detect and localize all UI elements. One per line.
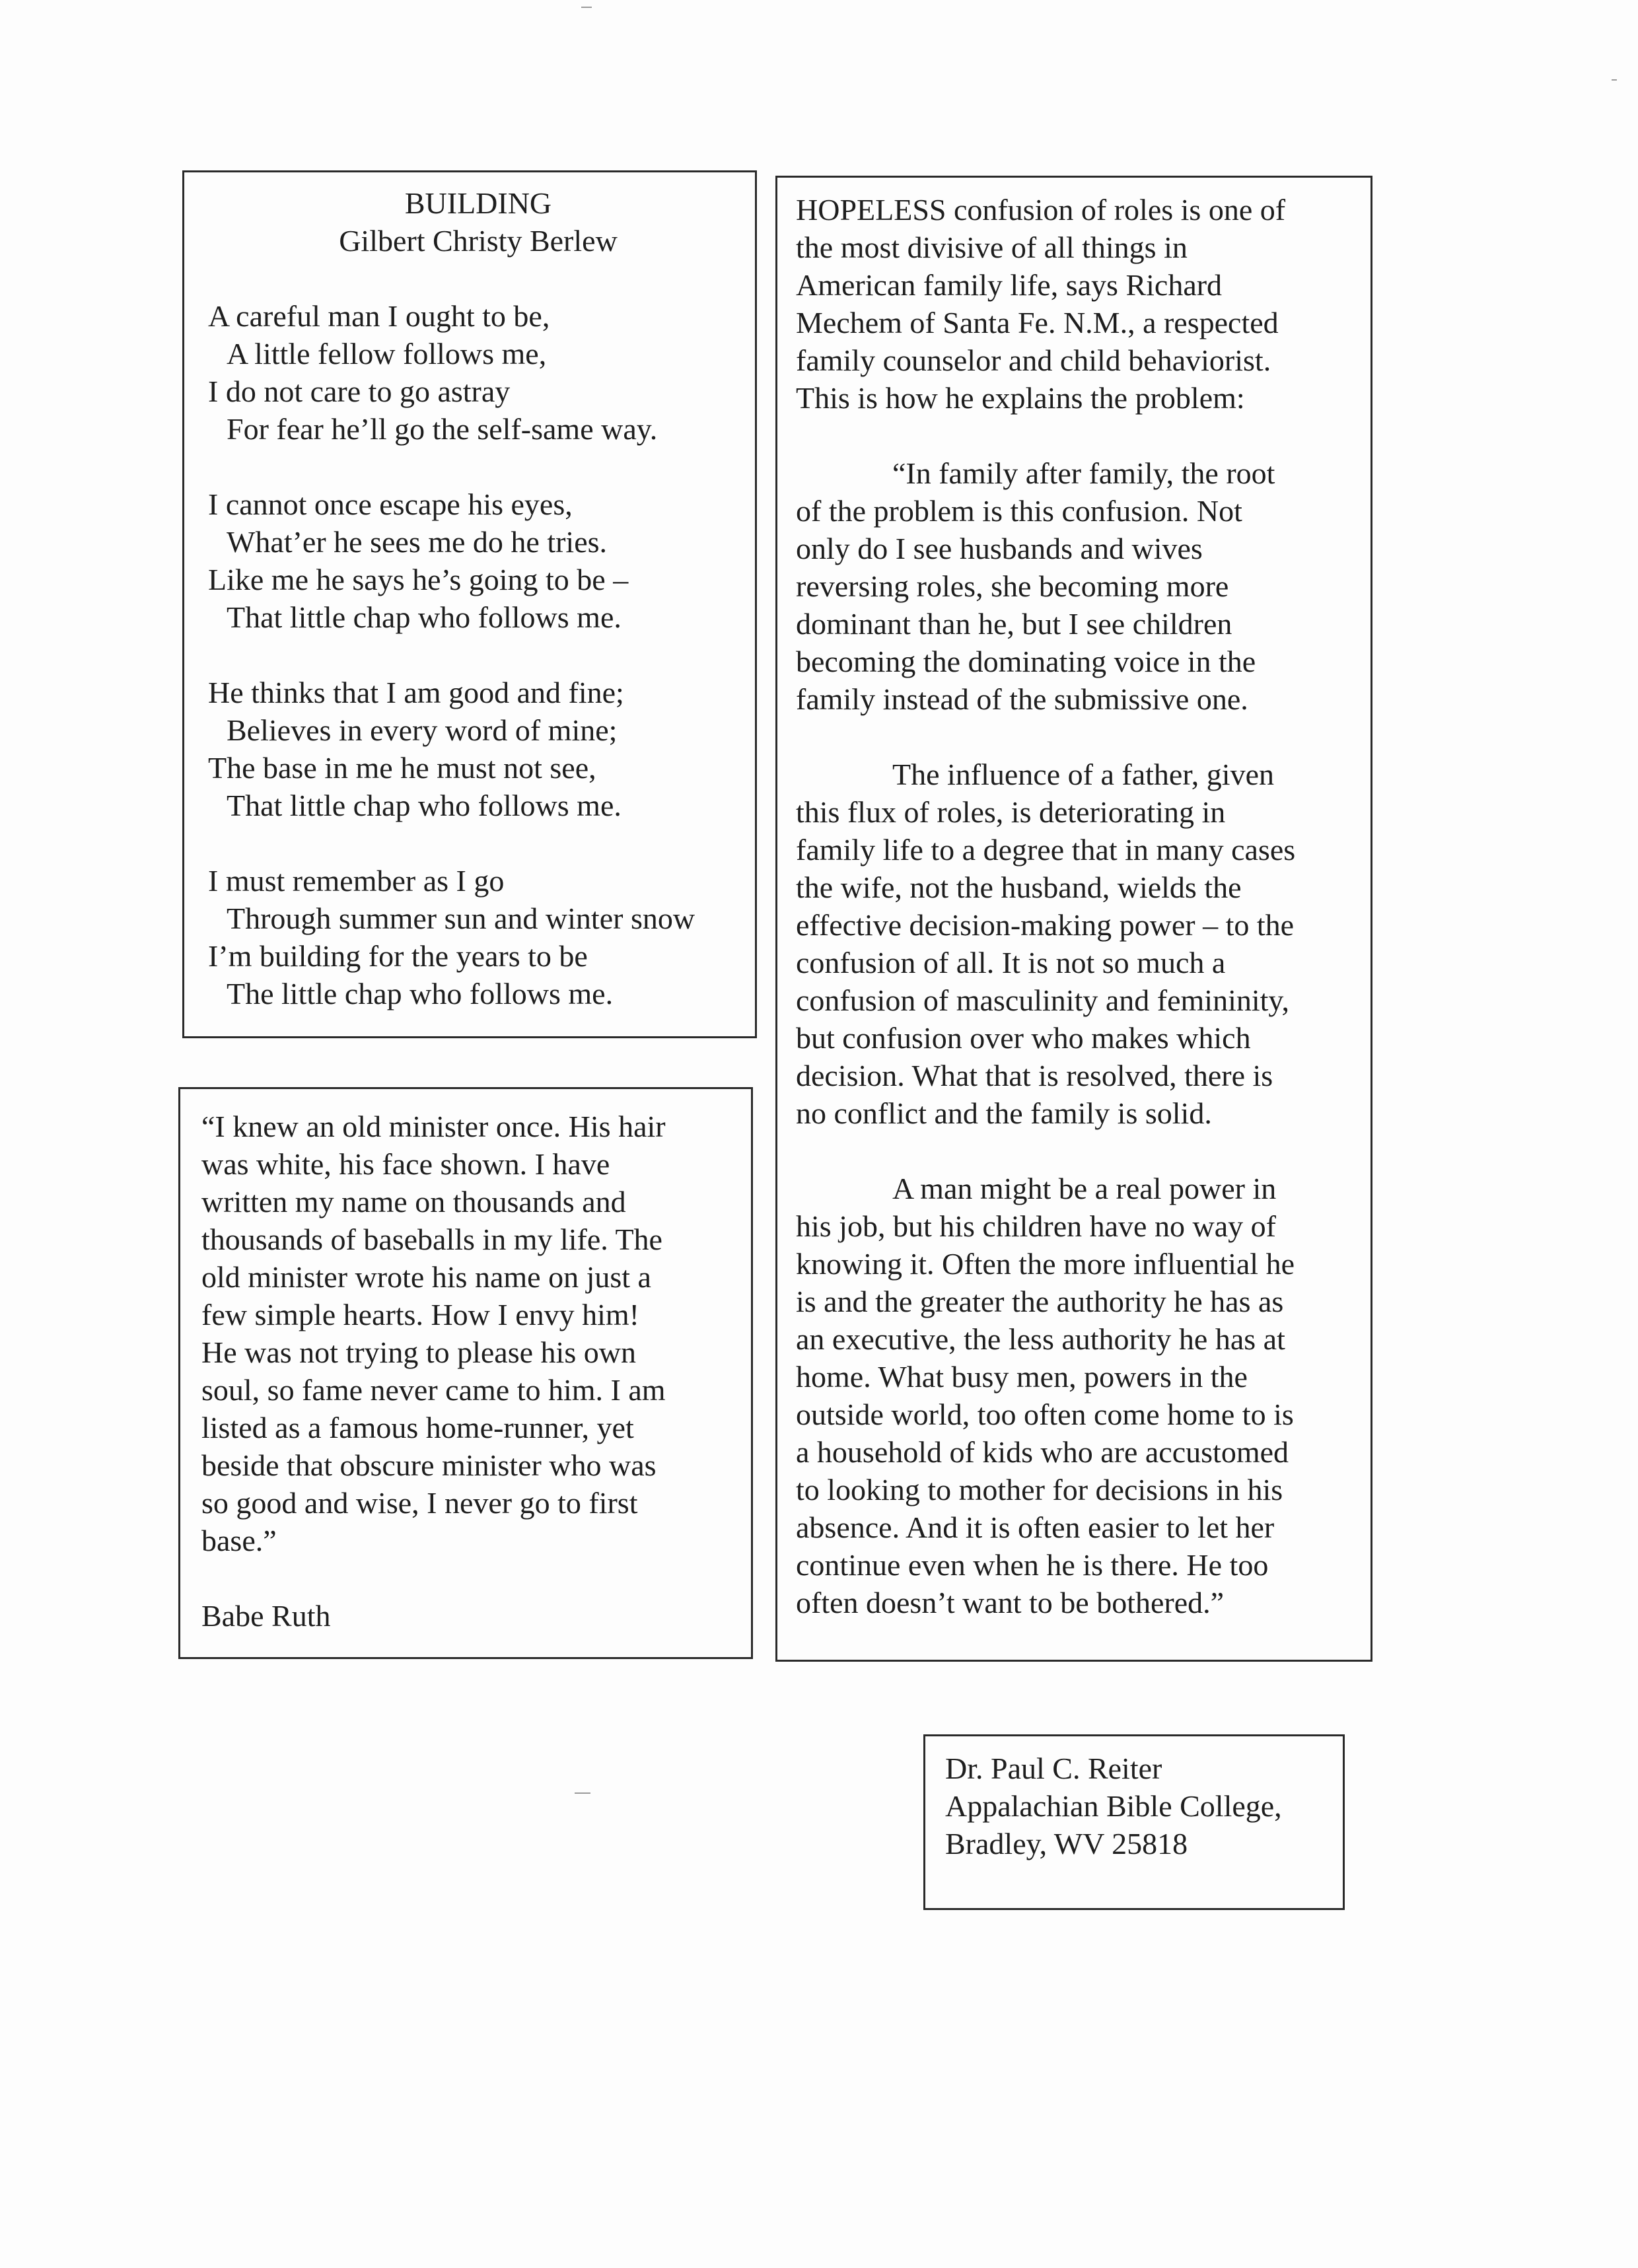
poem-line: I do not care to go astray [208, 374, 511, 408]
poem-line: Through summer sun and winter snow [227, 902, 695, 935]
author-institution: Appalachian Bible College, [945, 1789, 1282, 1823]
poem-line: That little chap who follows me. [227, 600, 622, 634]
quote-line: He was not trying to please his own [201, 1335, 636, 1369]
poem-line: I cannot once escape his eyes, [208, 487, 573, 521]
author-address-box [923, 1734, 1345, 1910]
poem-line: Like me he says he’s going to be – [208, 563, 629, 596]
article-line: a household of kids who are accustomed [796, 1435, 1289, 1469]
article-line: outside world, too often come home to is [796, 1398, 1294, 1431]
article-line: “In family after family, the root [892, 456, 1275, 490]
article-line: to looking to mother for decisions in his [796, 1473, 1283, 1506]
quote-line: thousands of baseballs in my life. The [201, 1223, 662, 1256]
article-line: family instead of the submissive one. [796, 682, 1248, 716]
quote-line: base.” [201, 1524, 277, 1557]
poem-author: Gilbert Christy Berlew [339, 224, 618, 258]
article-box [775, 176, 1372, 1662]
poem-box [182, 170, 757, 1038]
quote-line: beside that obscure minister who was [201, 1448, 657, 1482]
article-line: only do I see husbands and wives [796, 532, 1203, 565]
article-line: continue even when he is there. He too [796, 1548, 1269, 1582]
quote-line: soul, so fame never came to him. I am [201, 1373, 666, 1407]
scan-speck [575, 1792, 590, 1794]
article-line: confusion of masculinity and femininity, [796, 983, 1289, 1017]
poem-line: Believes in every word of mine; [227, 713, 618, 747]
poem-line: That little chap who follows me. [227, 789, 622, 822]
poem-line: What’er he sees me do he tries. [227, 525, 608, 559]
quote-attribution: Babe Ruth [201, 1599, 331, 1633]
poem-line: For fear he’ll go the self-same way. [227, 412, 658, 446]
poem-line: He thinks that I am good and fine; [208, 676, 624, 709]
article-line: effective decision-making power – to the [796, 908, 1295, 942]
article-line: but confusion over who makes which [796, 1021, 1251, 1055]
article-line: the wife, not the husband, wields the [796, 870, 1242, 904]
poem-line: The little chap who follows me. [227, 977, 614, 1010]
article-line: often doesn’t want to be bothered.” [796, 1586, 1225, 1619]
article-line: this flux of roles, is deteriorating in [796, 795, 1226, 829]
article-line: an executive, the less authority he has at [796, 1322, 1285, 1356]
quote-line: was white, his face shown. I have [201, 1147, 610, 1181]
article-line: becoming the dominating voice in the [796, 645, 1256, 678]
article-line: absence. And it is often easier to let her [796, 1510, 1275, 1544]
article-line: family counselor and child behaviorist. [796, 343, 1271, 377]
article-line: HOPELESS confusion of roles is one of [796, 193, 1286, 227]
article-line: no conflict and the family is solid. [796, 1096, 1212, 1130]
poem-title: BUILDING [404, 186, 552, 220]
article-line: American family life, says Richard [796, 268, 1223, 302]
article-line: reversing roles, she becoming more [796, 569, 1229, 603]
scan-speck [581, 7, 592, 8]
quote-box [178, 1087, 753, 1659]
poem-line: I must remember as I go [208, 864, 505, 898]
poem-line: The base in me he must not see, [208, 751, 596, 785]
quote-line: listed as a famous home-runner, yet [201, 1411, 634, 1444]
author-location: Bradley, WV 25818 [945, 1827, 1188, 1860]
poem-line: I’m building for the years to be [208, 939, 588, 973]
article-line: home. What busy men, powers in the [796, 1360, 1248, 1394]
article-line: his job, but his children have no way of [796, 1209, 1276, 1243]
article-line: The influence of a father, given [892, 758, 1274, 791]
article-line: A man might be a real power in [892, 1172, 1277, 1205]
poem-line: A little fellow follows me, [227, 337, 547, 371]
scan-speck [1612, 79, 1617, 81]
article-line: decision. What that is resolved, there is [796, 1059, 1273, 1092]
quote-line: old minister wrote his name on just a [201, 1260, 651, 1294]
article-line: confusion of all. It is not so much a [796, 946, 1226, 979]
quote-line: so good and wise, I never go to first [201, 1486, 638, 1520]
article-line: is and the greater the authority he has as [796, 1285, 1284, 1318]
article-line: family life to a degree that in many cases [796, 833, 1296, 867]
quote-line: few simple hearts. How I envy him! [201, 1298, 640, 1331]
poem-line: A careful man I ought to be, [208, 299, 550, 333]
article-line: Mechem of Santa Fe. N.M., a respected [796, 306, 1279, 339]
article-line: of the problem is this confusion. Not [796, 494, 1242, 528]
article-line: This is how he explains the problem: [796, 381, 1245, 415]
article-line: the most divisive of all things in [796, 230, 1188, 264]
author-name: Dr. Paul C. Reiter [945, 1752, 1162, 1785]
quote-line: “I knew an old minister once. His hair [201, 1110, 666, 1143]
quote-line: written my name on thousands and [201, 1185, 626, 1219]
article-line: knowing it. Often the more influential he [796, 1247, 1295, 1281]
article-line: dominant than he, but I see children [796, 607, 1232, 641]
